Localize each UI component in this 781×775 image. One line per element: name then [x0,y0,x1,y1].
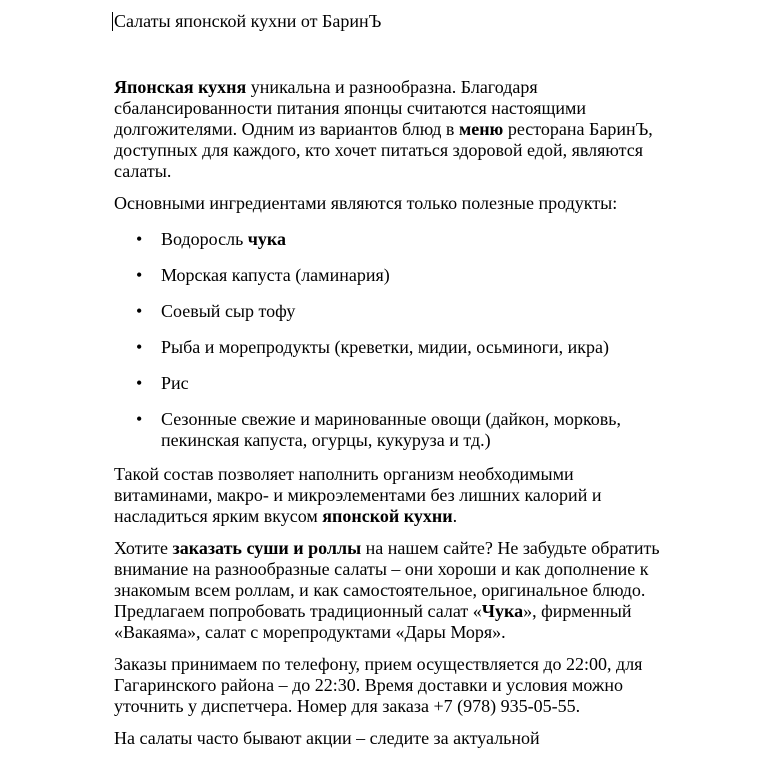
list-item [114,373,674,394]
order-text-3: », фирменный «Вакаяма», салат с морепродуктами «Дары Моря». [114,601,632,642]
phone-paragraph: Заказы принимаем по телефону, прием осуществляется до 22:00, для Гагаринского района – до 22:30. Время доставки и условия можно уточнить у диспетчера. Номер для заказа +7 (978) 935-05-55. [114,654,643,716]
bold-menu-link: меню [458,119,504,139]
bold-japanese-cuisine: Японская кухня [114,77,247,97]
document-body[interactable] [114,9,674,749]
intro-paragraph [114,77,674,182]
bullet-icon: • [136,373,143,393]
order-text-2: на нашем сайте? Не забудьте обратить внимание на разнообразные салаты – они хороши и как дополнение к знакомым всем роллам, и как самостоятельное, оригинальное блюдо. Предлагаем попробовать традиционный салат « [114,538,660,621]
intro-text-2: ресторана БаринЪ, доступных для каждого, кто хочет питаться здоровой едой, являются салаты. [114,119,653,181]
list-item-text: Рыба и морепродукты (креветки, мидии, осьминоги, икра) [161,337,609,357]
list-item-text: Сезонные свежие и маринованные овощи (дайкон, морковь, пекинская капуста, огурцы, кукуруза и тд.) [161,409,622,450]
text-cursor [112,12,113,31]
composition-text-1: Такой состав позволяет наполнить организм необходимыми витаминами, макро- и микроэлементами без лишних калорий и насладиться ярким вкусом [114,464,602,526]
composition-paragraph [114,464,674,527]
list-item-bold: чука [247,229,287,249]
order-paragraph [114,538,674,643]
list-item-text: Водоросль [161,229,248,249]
list-item-text: Соевый сыр тофу [161,301,296,321]
document-title [114,9,674,33]
bold-chuka: Чука [481,601,524,621]
bold-order-sushi: заказать суши и роллы [172,538,362,558]
list-item [114,409,674,451]
list-item-text: Рис [161,373,189,393]
bold-japanese-cuisine-2: японской кухни [322,506,453,526]
bullet-icon: • [136,409,143,429]
order-text-1: Хотите [114,538,173,558]
ingredients-intro: Основными ингредиентами являются только полезные продукты: [114,193,618,213]
intro-text-1: уникальна и разнообразна. Благодаря сбалансированности питания японцы считаются настоящими долгожителями. Одним из вариантов блюд в [114,77,586,139]
list-item [114,265,674,286]
list-item [114,301,674,322]
list-item [114,337,674,358]
list-item [114,229,674,250]
list-item-text: Морская капуста (ламинария) [161,265,390,285]
bullet-icon: • [136,337,143,357]
bullet-icon: • [136,265,143,285]
ingredients-list [114,229,674,451]
promo-paragraph: На салаты часто бывают акции – следите за актуальной [114,728,540,748]
document-title-text: Салаты японской кухни от БаринЪ [114,11,382,31]
bullet-icon: • [136,301,143,321]
composition-text-2: . [452,506,458,526]
bullet-icon: • [136,229,143,249]
